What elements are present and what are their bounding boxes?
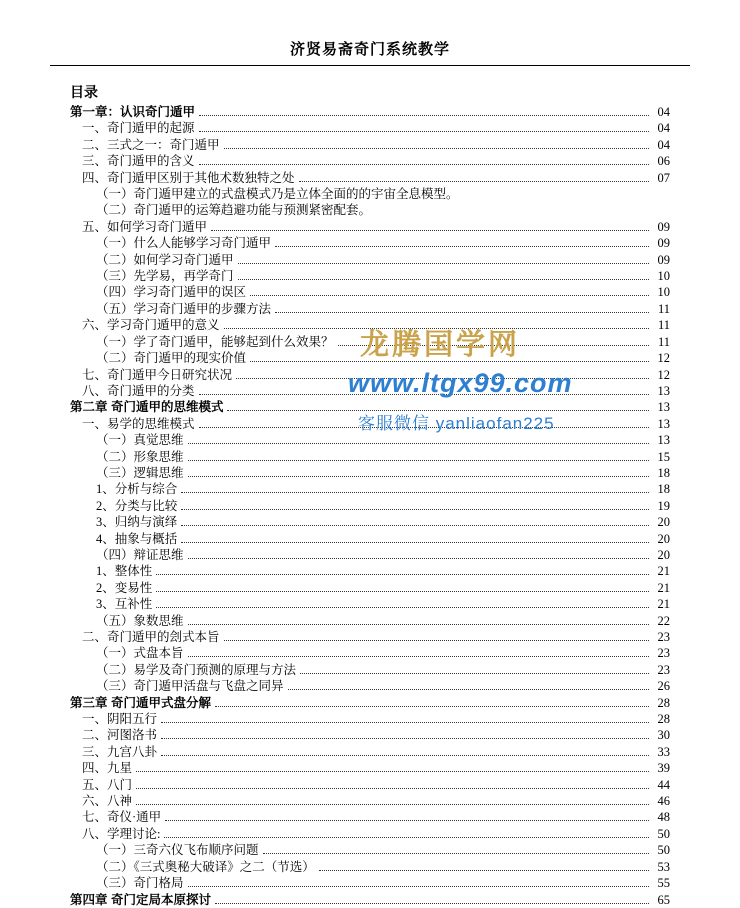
toc-entry-label: （二）如何学习奇门遁甲 — [96, 252, 234, 267]
toc-leader-dots — [156, 607, 649, 608]
toc-entry-label: 三、九宫八卦 — [82, 744, 158, 759]
toc-leader-dots — [275, 312, 649, 313]
toc-entry-page: 55 — [657, 876, 670, 891]
toc-entry-label: 四、奇门遁甲区别于其他术数独特之处 — [82, 170, 295, 185]
toc-entry-label: （二）奇门遁甲的现实价值 — [96, 351, 247, 366]
toc-entry[interactable] — [70, 268, 670, 284]
toc-leader-dots — [224, 148, 649, 149]
toc-leader-dots — [238, 279, 649, 280]
toc-entry-label: 七、奇仪·通甲 — [82, 810, 162, 825]
toc-entry[interactable] — [70, 284, 670, 300]
watermark-site-url: www.ltgx99.com — [348, 368, 573, 398]
toc-entry-label: 八、奇门遁甲的分类 — [82, 383, 195, 398]
toc-heading: 目录 — [70, 84, 98, 100]
toc-entry-page: 65 — [657, 892, 670, 907]
toc-entry-page: 04 — [657, 121, 670, 136]
toc-entry-page: 15 — [657, 449, 670, 464]
toc-entry[interactable] — [70, 383, 670, 399]
toc-entry-label: （三）奇门遁甲活盘与飞盘之同异 — [96, 679, 284, 694]
toc-leader-dots — [181, 492, 649, 493]
page-title: 济贤易斋奇门系统教学 — [289, 41, 450, 58]
toc-entry-page: 39 — [657, 761, 670, 776]
toc-entry-page: 21 — [657, 597, 670, 612]
watermark-contact: 客服微信 yanliaofan225 — [358, 414, 555, 433]
toc-entry-page: 09 — [657, 236, 670, 251]
toc-leader-dots — [199, 115, 649, 116]
toc-entry-label: （二）易学及奇门预测的原理与方法 — [96, 662, 297, 677]
toc-leader-dots — [236, 378, 649, 379]
toc-leader-dots — [250, 295, 649, 296]
toc-entry-label: 第四章 奇门定局本原探讨 — [70, 892, 211, 907]
toc-entry-label: （一）学了奇门遁甲，能够起到什么效果？ — [96, 334, 334, 349]
toc-leader-dots — [211, 230, 649, 231]
toc-entry-page: 13 — [657, 383, 670, 398]
toc-leader-dots — [161, 722, 649, 723]
toc-entry-page: 10 — [657, 285, 670, 300]
toc-entry[interactable] — [70, 235, 670, 251]
toc-entry[interactable] — [70, 416, 670, 432]
toc-entry[interactable] — [70, 629, 670, 645]
toc-entry-label: 一、奇门遁甲的起源 — [82, 121, 195, 136]
toc-leader-dots — [188, 656, 649, 657]
toc-entry[interactable] — [70, 695, 670, 711]
toc-entry[interactable] — [70, 777, 670, 793]
toc-entry[interactable] — [70, 596, 670, 612]
toc-entry-label: 二、奇门遁甲的刽式本旨 — [82, 630, 220, 644]
table-of-contents — [70, 82, 670, 908]
toc-leader-dots — [161, 738, 649, 739]
toc-entry[interactable] — [70, 563, 670, 579]
toc-entry-label: 一、易学的思维模式 — [82, 416, 195, 431]
toc-entry[interactable] — [70, 859, 670, 875]
toc-entry[interactable] — [70, 727, 670, 743]
toc-entry-label: （一）三奇六仪飞布顺序问题 — [96, 843, 259, 858]
toc-entry-page: 23 — [657, 630, 670, 644]
toc-note: （二）奇门遁甲的运筹趋避功能与预测紧密配套。 — [96, 203, 372, 218]
toc-entry-label: 第三章 奇门遁甲式盘分解 — [70, 695, 211, 710]
toc-entry-page: 19 — [657, 498, 670, 513]
toc-leader-dots — [161, 755, 649, 756]
toc-entry-label: 二、河图洛书 — [82, 728, 158, 743]
toc-leader-dots — [188, 476, 649, 477]
toc-entry-label: （三）奇门格局 — [96, 876, 184, 891]
toc-entry-page: 18 — [657, 465, 670, 480]
toc-entry-label: 2、变易性 — [96, 580, 153, 595]
toc-leader-dots — [188, 886, 649, 887]
toc-entry-page: 18 — [657, 482, 670, 497]
toc-entry[interactable] — [70, 170, 670, 186]
toc-entry[interactable] — [70, 662, 670, 678]
toc-entry[interactable] — [70, 613, 670, 629]
toc-entry-label: 六、八神 — [82, 794, 133, 809]
toc-entry[interactable] — [70, 892, 670, 908]
toc-entry-label: 五、八门 — [82, 777, 133, 792]
toc-entry[interactable] — [70, 465, 670, 481]
toc-entry[interactable] — [70, 760, 670, 776]
toc-entry-page: 11 — [657, 334, 670, 349]
toc-entry[interactable] — [70, 531, 670, 547]
toc-leader-dots — [319, 870, 649, 871]
toc-leader-dots — [156, 574, 649, 575]
toc-entry-label: （四）学习奇门遁甲的误区 — [96, 285, 247, 300]
toc-list — [70, 104, 670, 908]
watermark-site-name: 龙腾国学网 — [360, 329, 521, 361]
toc-leader-dots — [188, 460, 649, 461]
toc-entry[interactable] — [70, 367, 670, 383]
toc-entry-label: 1、分析与综合 — [96, 482, 178, 497]
toc-leader-dots — [165, 820, 649, 821]
toc-leader-dots — [199, 394, 649, 395]
toc-entry-page: 13 — [657, 400, 670, 415]
toc-leader-dots — [199, 427, 649, 428]
toc-leader-dots — [299, 181, 649, 182]
toc-entry-page: 11 — [657, 318, 670, 333]
toc-leader-dots — [188, 443, 649, 444]
toc-entry-page: 20 — [657, 515, 670, 530]
toc-entry-label: 3、归纳与演绎 — [96, 515, 178, 530]
toc-entry-page: 30 — [657, 728, 670, 743]
toc-leader-dots — [199, 131, 649, 132]
toc-entry-label: （二）《三式奥秘大破译》之二（节选） — [96, 859, 315, 874]
toc-entry-page: 48 — [657, 810, 670, 825]
toc-entry-page: 06 — [657, 154, 670, 169]
toc-entry-page: 50 — [657, 843, 670, 858]
toc-entry[interactable] — [70, 514, 670, 530]
toc-entry-page: 23 — [657, 646, 670, 661]
toc-entry-page: 04 — [657, 137, 670, 152]
toc-leader-dots — [136, 771, 649, 772]
toc-note: （一）奇门遁甲建立的式盘模式乃是立体全面的的宇宙全息模型。 — [96, 187, 459, 202]
toc-entry-page: 07 — [657, 170, 670, 185]
toc-entry-page: 10 — [657, 269, 670, 284]
toc-entry[interactable] — [70, 153, 670, 169]
toc-leader-dots — [215, 903, 649, 904]
toc-entry[interactable] — [70, 678, 670, 694]
toc-leader-dots — [227, 410, 649, 411]
toc-entry-page: 22 — [657, 613, 670, 628]
toc-entry-page: 26 — [657, 679, 670, 694]
toc-entry-page: 20 — [657, 531, 670, 546]
toc-entry-page: 09 — [657, 219, 670, 234]
toc-entry-page: 50 — [657, 826, 670, 841]
toc-entry[interactable] — [70, 449, 670, 465]
toc-entry[interactable] — [70, 875, 670, 891]
toc-entry[interactable] — [70, 219, 670, 235]
toc-leader-dots — [188, 558, 649, 559]
toc-leader-dots — [181, 509, 649, 510]
toc-entry[interactable] — [70, 350, 670, 366]
toc-entry-label: 八、学理讨论: — [82, 826, 161, 841]
toc-entry-label: 1、整体性 — [96, 564, 153, 579]
toc-leader-dots — [188, 624, 649, 625]
toc-entry-page: 53 — [657, 859, 670, 874]
toc-entry-label: 二、三式之一：奇门遁甲 — [82, 137, 220, 152]
toc-entry[interactable] — [70, 711, 670, 727]
toc-entry-label: 3、互补性 — [96, 597, 153, 612]
toc-leader-dots — [156, 591, 649, 592]
toc-entry-label: （五）学习奇门遁甲的步骤方法 — [96, 301, 272, 316]
toc-entry-page: 23 — [657, 662, 670, 677]
toc-entry-label: 2、分类与比较 — [96, 498, 178, 513]
toc-leader-dots — [199, 164, 649, 165]
toc-entry-label: （三）逻辑思维 — [96, 465, 184, 480]
toc-entry-page: 21 — [657, 564, 670, 579]
toc-entry-label: （五）象数思维 — [96, 613, 184, 628]
toc-entry[interactable] — [70, 399, 670, 415]
toc-entry-page: 46 — [657, 794, 670, 809]
toc-entry-page: 33 — [657, 744, 670, 759]
toc-entry[interactable] — [70, 432, 670, 448]
toc-leader-dots — [181, 525, 649, 526]
toc-entry[interactable] — [70, 481, 670, 497]
toc-leader-dots — [181, 542, 649, 543]
toc-entry-page: 12 — [657, 351, 670, 366]
toc-entry-label: 七、奇门遁甲今日研究状况 — [82, 367, 233, 382]
toc-entry-label: （二）形象思维 — [96, 449, 184, 464]
toc-entry-page: 28 — [657, 712, 670, 727]
toc-entry-label: （一）真觉思维 — [96, 433, 184, 448]
toc-leader-dots — [250, 361, 649, 362]
toc-leader-dots — [136, 788, 649, 789]
toc-leader-dots — [164, 837, 649, 838]
toc-entry-label: （一）什么人能够学习奇门遁甲 — [96, 236, 272, 251]
toc-entry-page: 12 — [657, 367, 670, 382]
toc-entry-page: 44 — [657, 777, 670, 792]
toc-entry-label: 一、阴阳五行 — [82, 712, 158, 727]
toc-leader-dots — [338, 345, 649, 346]
toc-leader-dots — [136, 804, 649, 805]
toc-entry-label: （一）式盘本旨 — [96, 646, 184, 661]
toc-entry[interactable] — [70, 498, 670, 514]
toc-entry[interactable] — [70, 826, 670, 842]
toc-entry[interactable] — [70, 301, 670, 317]
toc-entry-page: 28 — [657, 695, 670, 710]
toc-leader-dots — [224, 328, 649, 329]
toc-entry[interactable] — [70, 809, 670, 825]
toc-leader-dots — [300, 673, 649, 674]
toc-leader-dots — [238, 263, 649, 264]
toc-entry-label: 六、学习奇门遁甲的意义 — [82, 318, 220, 333]
toc-entry-label: （三）先学易，再学奇门 — [96, 269, 234, 284]
toc-entry[interactable] — [70, 104, 670, 120]
toc-entry[interactable] — [70, 252, 670, 268]
toc-entry[interactable] — [70, 645, 670, 661]
toc-entry-label: （四）辩证思维 — [96, 547, 184, 562]
toc-entry[interactable] — [70, 580, 670, 596]
toc-entry[interactable] — [70, 547, 670, 563]
toc-entry-label: 4、抽象与概括 — [96, 531, 178, 546]
toc-leader-dots — [224, 640, 649, 641]
toc-entry[interactable] — [70, 120, 670, 136]
title-divider — [50, 65, 690, 66]
toc-leader-dots — [288, 689, 649, 690]
toc-entry-label: 五、如何学习奇门遁甲 — [82, 219, 208, 234]
toc-entry[interactable] — [70, 137, 670, 153]
toc-entry-label: 第一章：认识奇门遁甲 — [70, 105, 196, 119]
toc-entry-page: 04 — [657, 105, 670, 119]
toc-entry-page: 20 — [657, 547, 670, 562]
toc-entry-page: 13 — [657, 416, 670, 431]
toc-entry-page: 09 — [657, 252, 670, 267]
toc-entry[interactable] — [70, 317, 670, 333]
toc-entry-page: 21 — [657, 580, 670, 595]
toc-entry[interactable] — [70, 793, 670, 809]
toc-entry-label: 第二章 奇门遁甲的思维模式 — [70, 400, 224, 415]
toc-entry-page: 11 — [657, 301, 670, 316]
toc-leader-dots — [275, 246, 649, 247]
toc-leader-dots — [215, 706, 649, 707]
toc-entry[interactable] — [70, 334, 670, 350]
toc-entry-label: 三、奇门遁甲的含义 — [82, 154, 195, 169]
toc-leader-dots — [263, 853, 649, 854]
toc-entry-page: 13 — [657, 433, 670, 448]
toc-entry[interactable] — [70, 842, 670, 858]
toc-entry-label: 四、九星 — [82, 761, 133, 776]
